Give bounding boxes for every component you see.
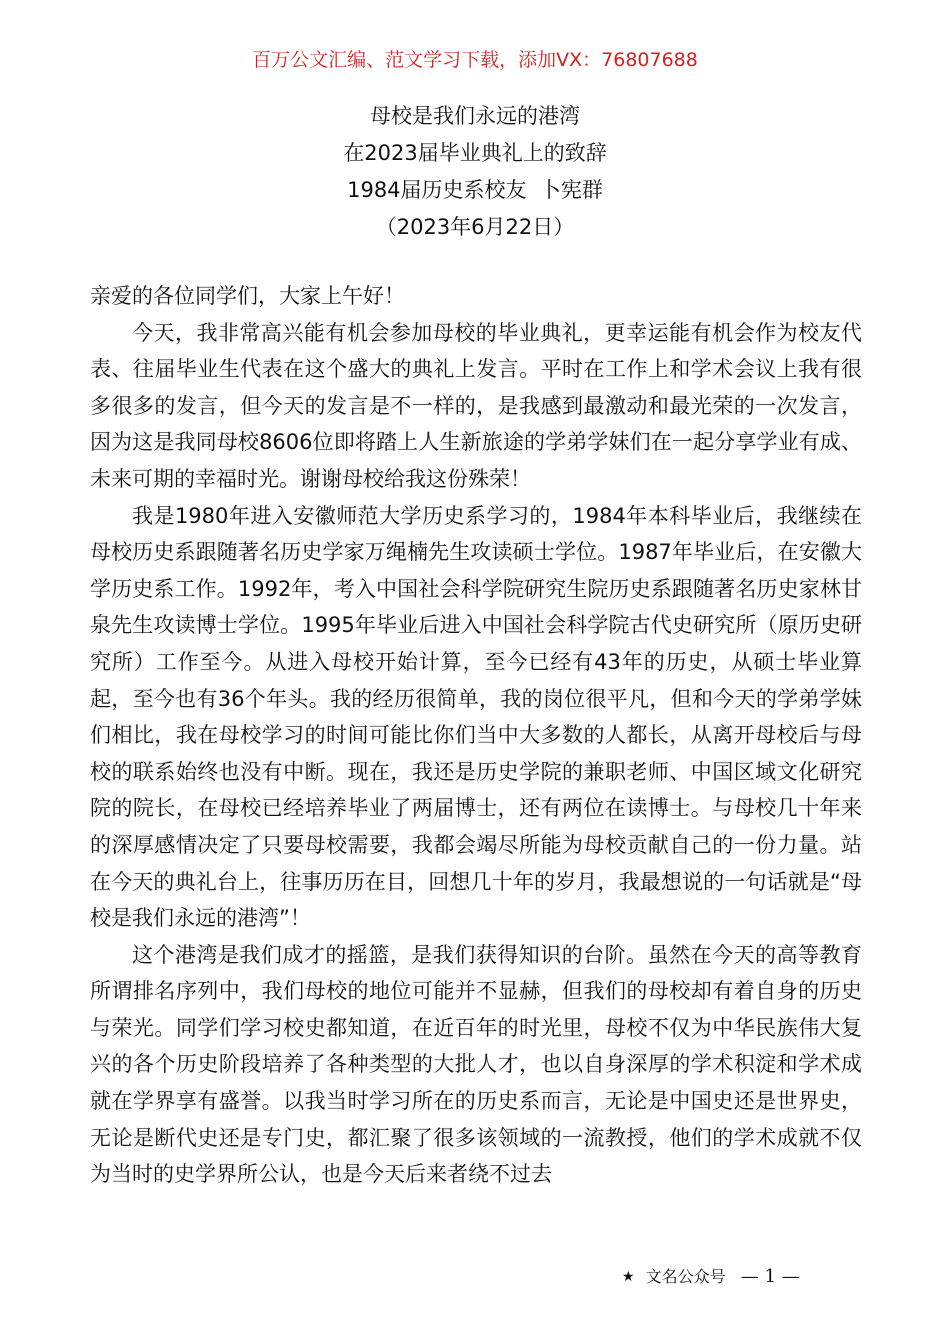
author-line: 1984届历史系校友 卜宪群: [347, 178, 603, 202]
promo-banner: 百万公文汇编、范文学习下载，添加VX：76807688: [252, 49, 698, 71]
footer-label: 文名公众号: [645, 1267, 726, 1286]
greeting: 亲爱的各位同学们，大家上午好！: [90, 284, 405, 308]
title-block: [0, 98, 950, 246]
date-line: （2023年6月22日）: [375, 215, 575, 239]
speech-body: [90, 278, 862, 1193]
star-icon: ★: [622, 1269, 635, 1285]
paragraph-3: 这个港湾是我们成才的摇篮，是我们获得知识的台阶。虽然在今天的高等教育所谓排名序列中，我们母校的地位可能并不显赫，但我们的母校却有着自身的历史与荣光。同学们学习校史都知道，在近百年的时光里，母校不仅为中华民族伟大复兴的各个历史阶段培养了各种类型的大批人才，也以自身深厚的学术积淀和学术成就在学界享有盛誉。以我当时学习所在的历史系而言，无论是中国史还是世界史，无论是断代史还是专门史，都汇聚了很多该领域的一流教授，他们的学术成就不仅为当时的史学界所公认，也是今天后来者绕不过去: [90, 942, 862, 1187]
page-number: — 1 —: [740, 1266, 800, 1287]
document-title: 母校是我们永远的港湾: [370, 104, 580, 128]
paragraph-1: 今天，我非常高兴能有机会参加母校的毕业典礼，更幸运能有机会作为校友代表、往届毕业生代表在这个盛大的典礼上发言。平时在工作上和学术会议上我有很多很多的发言，但今天的发言是不一样的，是我感到最激动和最光荣的一次发言，因为这是我同母校8606位即将踏上人生新旅途的学弟学妹们在一起分享学业有成、未来可期的幸福时光。谢谢母校给我这份殊荣！: [90, 320, 862, 491]
paragraph-2: 我是1980年进入安徽师范大学历史系学习的，1984年本科毕业后，我继续在母校历史系跟随著名历史学家万绳楠先生攻读硕士学位。1987年毕业后，在安徽大学历史系工作。1992年，考入中国社会科学院研究生院历史系跟随著名历史家林甘泉先生攻读博士学位。1995年毕业后进入中国社会科学院古代史研究所（原历史研究所）工作至今。从进入母校开始计算，至今已经有43年的历史，从硕士毕业算起，至今也有36个年头。我的经历很简单，我的岗位很平凡，但和今天的学弟学妹们相比，我在母校学习的时间可能比你们当中大多数的人都长，从离开母校后与母校的联系始终也没有中断。现在，我还是历史学院的兼职老师、中国区域文化研究院的院长，在母校已经培养毕业了两届博士，还有两位在读博士。与母校几十年来的深厚感情决定了只要母校需要，我都会竭尽所能为母校贡献自己的一份力量。站在今天的典礼台上，往事历历在目，回想几十年的岁月，我最想说的一句话就是“母校是我们永远的港湾”！: [90, 503, 862, 931]
document-subtitle: 在2023届毕业典礼上的致辞: [343, 141, 607, 165]
page-footer: [622, 1262, 862, 1292]
